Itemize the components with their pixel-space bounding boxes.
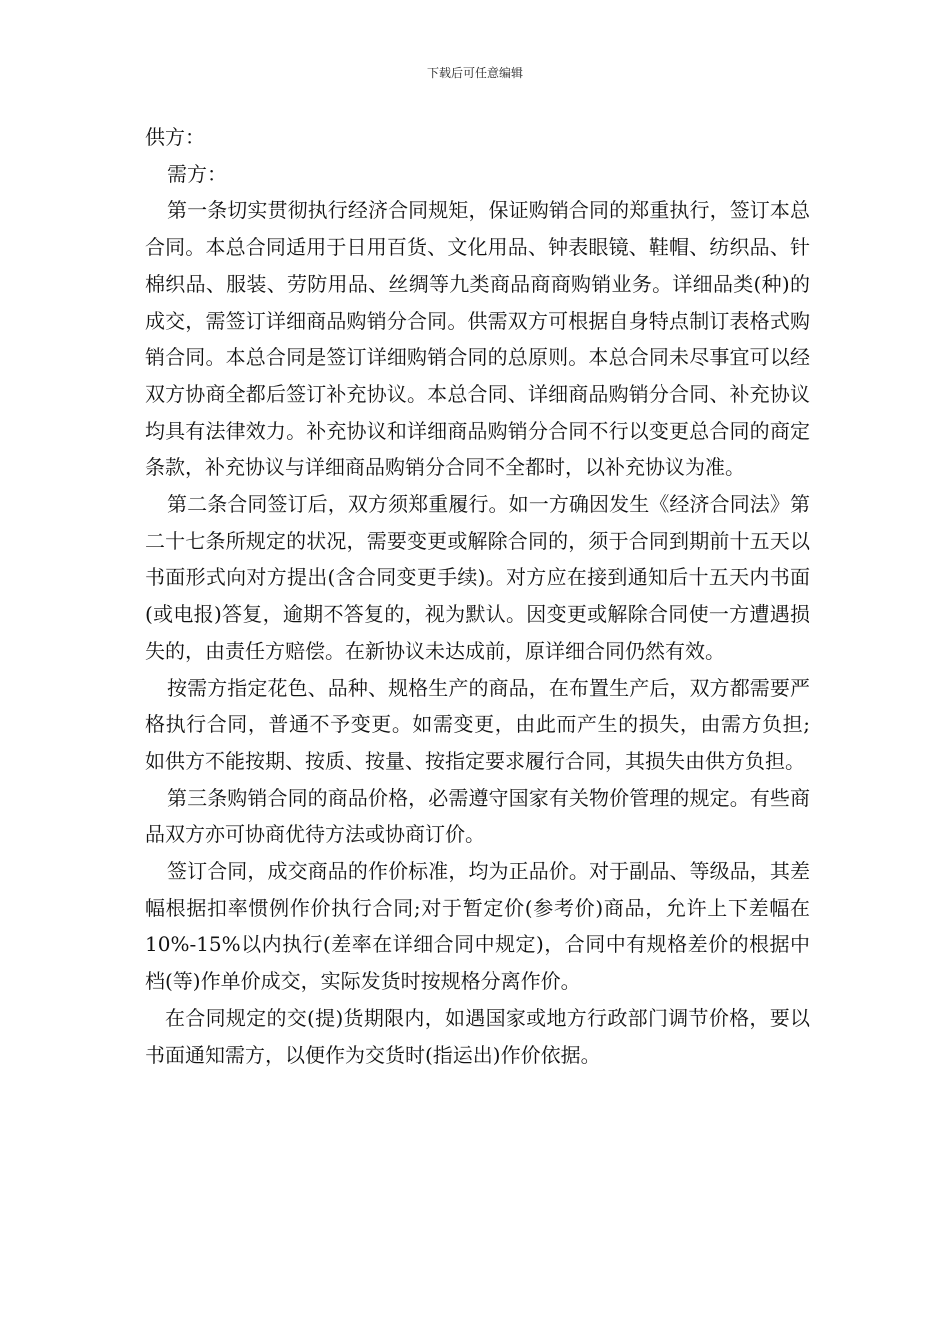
article-2-paragraph: 第二条合同签订后，双方须郑重履行。如一方确因发生《经济合同法》第二十七条所规定的状况，需要变更或解除合同的，须于合同到期前十五天以书面形式向对方提出(含合同变更手续)。对方应在接到通知后十五天内书面(或电报)答复，逾期不答复的，视为默认。因变更或解除合同使一方遭遇损失的，由责任方赔偿。在新协议未达成前，原详细合同仍然有效。 <box>145 492 810 663</box>
buyer-line: 需方： <box>167 161 227 186</box>
article-1-paragraph: 第一条切实贯彻执行经济合同规矩，保证购销合同的郑重执行，签订本总合同。本总合同适用于日用百货、文化用品、钟表眼镜、鞋帽、纺织品、针棉织品、服装、劳防用品、丝绸等九类商品商商购销业务。详细品类(种)的成交，需签订详细商品购销分合同。供需双方可根据自身特点制订表格式购销合同。本总合同是签订详细购销合同的总原则。本总合同未尽事宜可以经双方协商全都后签订补充协议。本总合同、详细商品购销分合同、补充协议均具有法律效力。补充协议和详细商品购销分合同不行以变更总合同的商定条款，补充协议与详细商品购销分合同不全都时，以补充协议为准。 <box>145 198 810 480</box>
page-header: 下载后可任意编辑 <box>426 66 523 80</box>
pricing-standard-paragraph: 签订合同，成交商品的作价标准，均为正品价。对于副品、等级品，其差幅根据扣率惯例作价执行合同;对于暂定价(参考价)商品，允许上下差幅在 10%-15%以内执行(差率在详细合同中规定)，合同中有规格差价的根据中档(等)作单价成交，实际发货时按规格分离作价。 <box>145 859 810 994</box>
custom-production-paragraph: 按需方指定花色、品种、规格生产的商品，在布置生产后，双方都需要严格执行合同，普通不予变更。如需变更，由此而产生的损失，由需方负担;如供方不能按期、按质、按量、按指定要求履行合同，其损失由供方负担。 <box>145 675 810 773</box>
document-body <box>145 119 810 1073</box>
article-3-paragraph: 第三条购销合同的商品价格，必需遵守国家有关物价管理的规定。有些商品双方亦可协商优待方法或协商订价。 <box>145 785 810 847</box>
supplier-line: 供方： <box>145 125 205 149</box>
price-adjustment-paragraph: 在合同规定的交(提)货期限内，如遇国家或地方行政部门调节价格，要以书面通知需方，以便作为交货时(指运出)作价依据。 <box>145 1005 810 1067</box>
